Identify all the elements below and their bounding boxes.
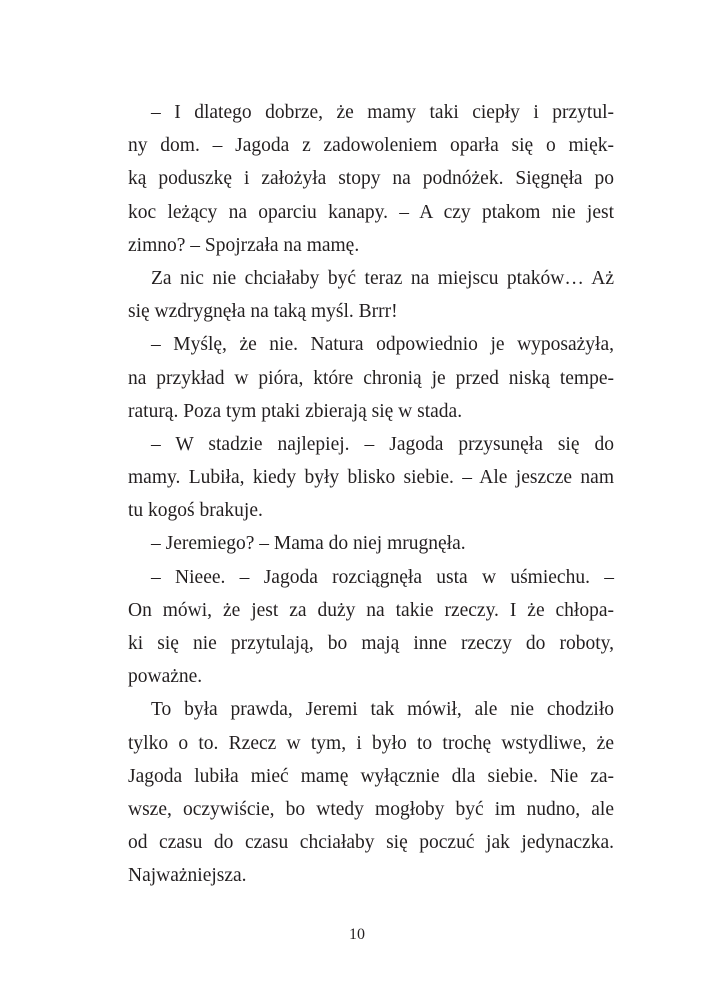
text-line: On mówi, że jest za duży na takie rzeczy. I że chłopa- bbox=[128, 599, 614, 621]
paragraph bbox=[128, 96, 614, 262]
paragraph bbox=[128, 262, 614, 328]
text-line: od czasu do czasu chciałaby się poczuć jak jedynaczka. bbox=[128, 832, 614, 854]
text-line: – I dlatego dobrze, że mamy taki ciepły i przytul- bbox=[151, 102, 614, 123]
text-line: To była prawda, Jeremi tak mówił, ale nie chodziło bbox=[151, 699, 614, 721]
text-line: ny dom. – Jagoda z zadowoleniem oparła się o mięk- bbox=[128, 135, 614, 157]
text-line: zimno? – Spojrzała na mamę. bbox=[128, 234, 360, 256]
text-line: mamy. Lubiła, kiedy były blisko siebie. – Ale jeszcze nam bbox=[128, 467, 614, 489]
text-line: – W stadzie najlepiej. – Jagoda przysunęła się do bbox=[151, 433, 614, 455]
text-line: Za nic nie chciałaby być teraz na miejscu ptaków… Aż bbox=[151, 267, 614, 289]
text-line: Najważniejsza. bbox=[128, 865, 247, 887]
text-line: koc leżący na oparciu kanapy. – A czy ptakom nie jest bbox=[128, 201, 614, 223]
paragraph bbox=[128, 561, 614, 694]
text-line: poważne. bbox=[128, 666, 203, 688]
text-line: – Nieee. – Jagoda rozciągnęła usta w uśmiechu. – bbox=[151, 566, 614, 588]
text-line: Jagoda lubiła mieć mamę wyłącznie dla siebie. Nie za- bbox=[128, 765, 614, 787]
text-line: na przykład w pióra, które chronią je przed niską tempe- bbox=[128, 367, 614, 389]
text-line: – Jeremiego? – Mama do niej mrugnęła. bbox=[151, 533, 466, 555]
text-line: tu kogoś brakuje. bbox=[128, 500, 263, 522]
text-line: raturą. Poza tym ptaki zbierają się w stada. bbox=[128, 400, 463, 422]
paragraph bbox=[128, 328, 614, 428]
paragraph bbox=[128, 428, 614, 528]
text-line: tylko o to. Rzecz w tym, i było to trochę wstydliwe, że bbox=[128, 732, 614, 754]
page-number: 10 bbox=[349, 926, 365, 943]
body-text bbox=[128, 96, 614, 893]
paragraph bbox=[128, 693, 614, 892]
paragraph bbox=[128, 527, 614, 560]
text-line: wsze, oczywiście, bo wtedy mogłoby być im nudno, ale bbox=[128, 798, 614, 820]
text-line: ki się nie przytulają, bo mają inne rzeczy do roboty, bbox=[128, 633, 614, 654]
text-line: się wzdrygnęła na taką myśl. Brrr! bbox=[128, 301, 398, 323]
text-line: – Myślę, że nie. Natura odpowiednio je wyposażyła, bbox=[151, 334, 614, 356]
text-line: ką poduszkę i założyła stopy na podnóżek. Sięgnęła po bbox=[128, 168, 614, 190]
